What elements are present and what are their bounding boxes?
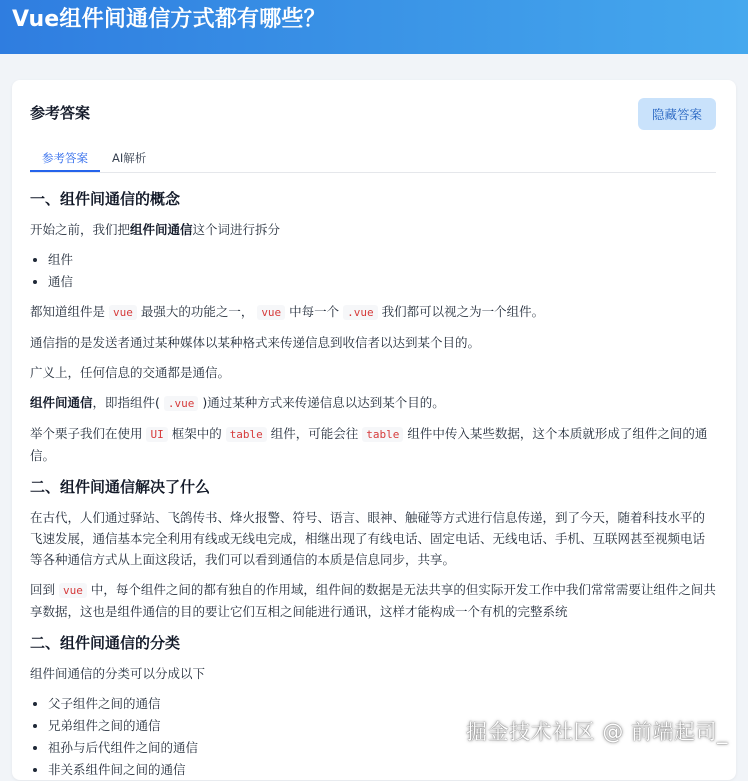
paragraph: 组件间通信的分类可以分成以下 xyxy=(30,666,206,681)
inline-code: UI xyxy=(146,427,167,442)
paragraph xyxy=(30,579,716,622)
article-content xyxy=(30,173,716,781)
bold-text: 组件间通信 xyxy=(30,395,93,410)
paragraph: 在古代，人们通过驿站、飞鸽传书、烽火报警、符号、语言、眼神、触碰等方式进行信息传递，到了今天，随着科技水平的飞速发展，通信基本完全利用有线或无线电完成，相继出现了有线电话、固定电话、无线电话、手机、互联网甚至视频电话等各种通信方式从上面这段话，我们可以看到通信的本质是信息同步，共享。 xyxy=(30,510,706,567)
paragraph xyxy=(30,392,716,414)
card-title: 参考答案 xyxy=(30,104,91,122)
page-header xyxy=(0,0,748,54)
text: 我们都可以视之为一个组件。 xyxy=(377,304,545,319)
list-item: • 非关系组件间之间的通信 xyxy=(48,759,716,781)
inline-code: .vue xyxy=(343,305,378,320)
text: 都知道组件是 xyxy=(30,304,109,319)
answer-card xyxy=(12,80,736,780)
tab-ai-analysis[interactable]: AI解析 xyxy=(112,151,147,165)
section-heading: 二、组件间通信解决了什么 xyxy=(30,478,211,496)
watermark: 掘金技术社区 @ 前端起司_ xyxy=(466,720,728,744)
list-item: • 通信 xyxy=(48,271,716,293)
paragraph xyxy=(30,423,716,466)
inline-code: table xyxy=(226,427,267,442)
text: 组件，可能会往 xyxy=(266,426,363,441)
text: 中每一个 xyxy=(285,304,344,319)
section-heading: 一、组件间通信的概念 xyxy=(30,190,181,208)
inline-code: vue xyxy=(59,583,87,598)
inline-code: vue xyxy=(109,305,137,320)
paragraph: 通信指的是发送者通过某种媒体以某种格式来传递信息到收信者以达到某个目的。 xyxy=(30,335,481,350)
list-item: • 兄弟组件之间的通信 xyxy=(48,715,716,737)
card-header xyxy=(30,80,716,132)
text: 中，每个组件之间的都有独自的作用域，组件间的数据是无法共享的但实际开发工作中我们常常需要让组件之间共享数据，这也是组件通信的目的要让它们互相之间能进行通讯，这样才能构成一个有机的完整系统 xyxy=(30,582,716,619)
section-heading: 二、组件间通信的分类 xyxy=(30,634,181,652)
text: 组件中传入某些数据，这个本质就形成了组件之间的通信。 xyxy=(30,426,708,463)
text: 这个词进行拆分 xyxy=(192,222,281,237)
text: 回到 xyxy=(30,582,59,597)
text: )通过某种方式来传递信息以达到某个目的。 xyxy=(198,395,445,410)
list-item: • 祖孙与后代组件之间的通信 xyxy=(48,737,716,759)
text: 最强大的功能之一， xyxy=(136,304,258,319)
hide-answer-button[interactable]: 隐藏答案 xyxy=(638,98,716,130)
paragraph: 广义上，任何信息的交通都是通信。 xyxy=(30,365,231,380)
text: 框架中的 xyxy=(167,426,226,441)
list-item: • 父子组件之间的通信 xyxy=(48,693,716,715)
bold-text: 组件间通信 xyxy=(130,222,193,237)
tab-reference-answer[interactable]: 参考答案 xyxy=(30,150,100,172)
bullet-list xyxy=(30,249,716,293)
paragraph xyxy=(30,301,716,323)
text: 举个栗子我们在使用 xyxy=(30,426,147,441)
inline-code: vue xyxy=(257,305,285,320)
inline-code: table xyxy=(362,427,403,442)
text: 开始之前，我们把 xyxy=(30,222,131,237)
inline-code: .vue xyxy=(164,396,199,411)
tab-bar xyxy=(30,132,716,173)
page-title: Vue组件间通信方式都有哪些？ xyxy=(12,7,326,32)
text: ，即指组件( xyxy=(92,395,164,410)
list-item: • 组件 xyxy=(48,249,716,271)
paragraph xyxy=(30,219,716,240)
